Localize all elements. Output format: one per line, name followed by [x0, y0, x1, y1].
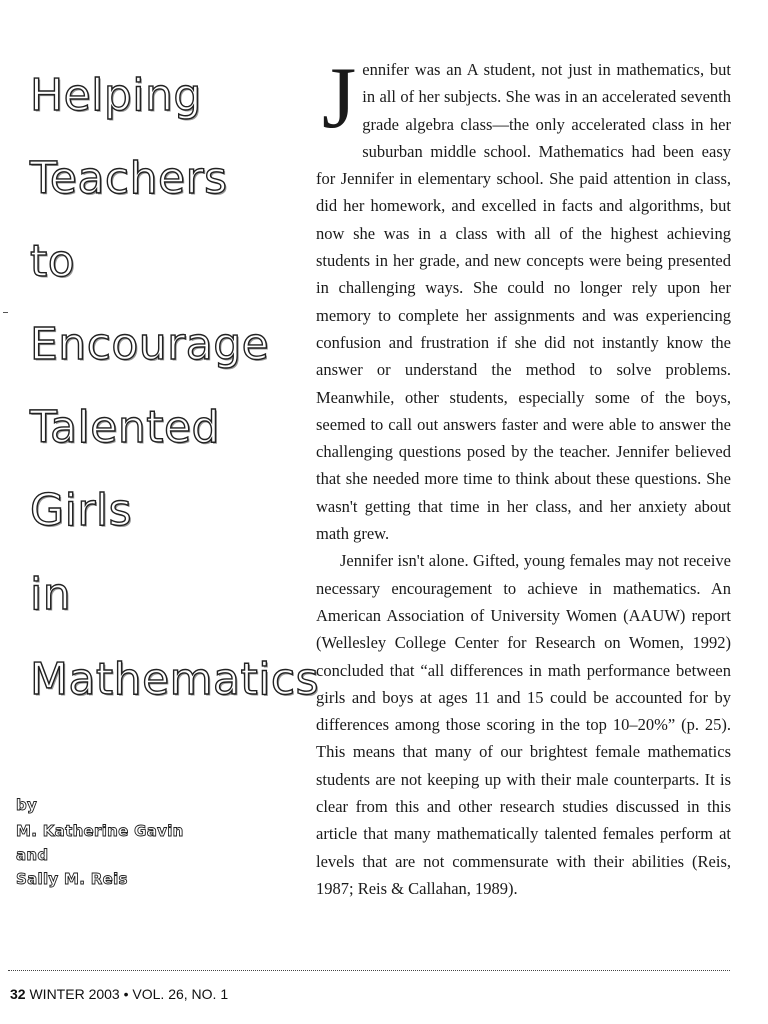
- title-word-teachers: Teachers: [30, 153, 228, 204]
- paragraph-1: [316, 50, 731, 547]
- footer-rule: [8, 970, 730, 971]
- page-footer: [10, 986, 228, 1002]
- title-word-to: to: [30, 236, 76, 287]
- paragraph-1-text: ennifer was an A student, not just in mathematics, but in all of her subjects. She was in an accelerated seventh grade algebra class—the only accelerated class in her suburban middle school. Mathematics had been easy for Jennifer in elementary school. She paid attention in class, did her homework, and excelled in facts and algorithms, but now she was in a class with all of the highest achieving students in her grade, and new concepts were being presented in challenging ways. She could no longer rely upon her memory to complete her assignments and was experiencing confusion and frustration if she did not instantly know the answer or understand the method to solve problems. Meanwhile, other students, especially some of the boys, seemed to call out answers faster and were able to answer the challenging questions posed by the teacher. Jennifer believed that she needed more time to think about these questions. She wasn't getting that time in her class, and her anxiety about math grew.: [316, 60, 731, 544]
- drop-cap: J: [322, 50, 357, 147]
- title-word-mathematics: Mathematics: [30, 654, 320, 705]
- title-word-encourage: Encourage: [30, 319, 270, 370]
- byline-by: by: [16, 796, 38, 814]
- paragraph-2: Jennifer isn't alone. Gifted, young females may not receive necessary encouragement to achieve in mathematics. An American Association of University Women (AAUW) report (Wellesley College Center for Research on Women, 1992) concluded that “all differences in math performance between girls and boys at ages 11 and 15 could be accounted for by differences among those scoring in the top 10–20%” (p. 25). This means that many of our brightest female mathematics students are not keeping up with their male counterparts. It is clear from this and other research studies discussed in this article that many mathematically talented females perform at levels that are not commensurate with their abilities (Reis, 1987; Reis & Callahan, 1989).: [316, 551, 731, 898]
- title-word-talented: Talented: [30, 402, 220, 453]
- page-number: 32: [10, 986, 26, 1002]
- title-word-in: in: [30, 569, 72, 620]
- article-body: [316, 50, 731, 902]
- byline-author-1: M. Katherine Gavin: [16, 822, 184, 840]
- byline-author-2: Sally M. Reis: [16, 870, 128, 888]
- title-word-girls: Girls: [30, 485, 133, 536]
- title-word-helping: Helping: [30, 70, 202, 121]
- byline-and: and: [16, 846, 49, 864]
- issue-info: WINTER 2003 • VOL. 26, NO. 1: [29, 986, 229, 1002]
- margin-mark: [3, 312, 8, 313]
